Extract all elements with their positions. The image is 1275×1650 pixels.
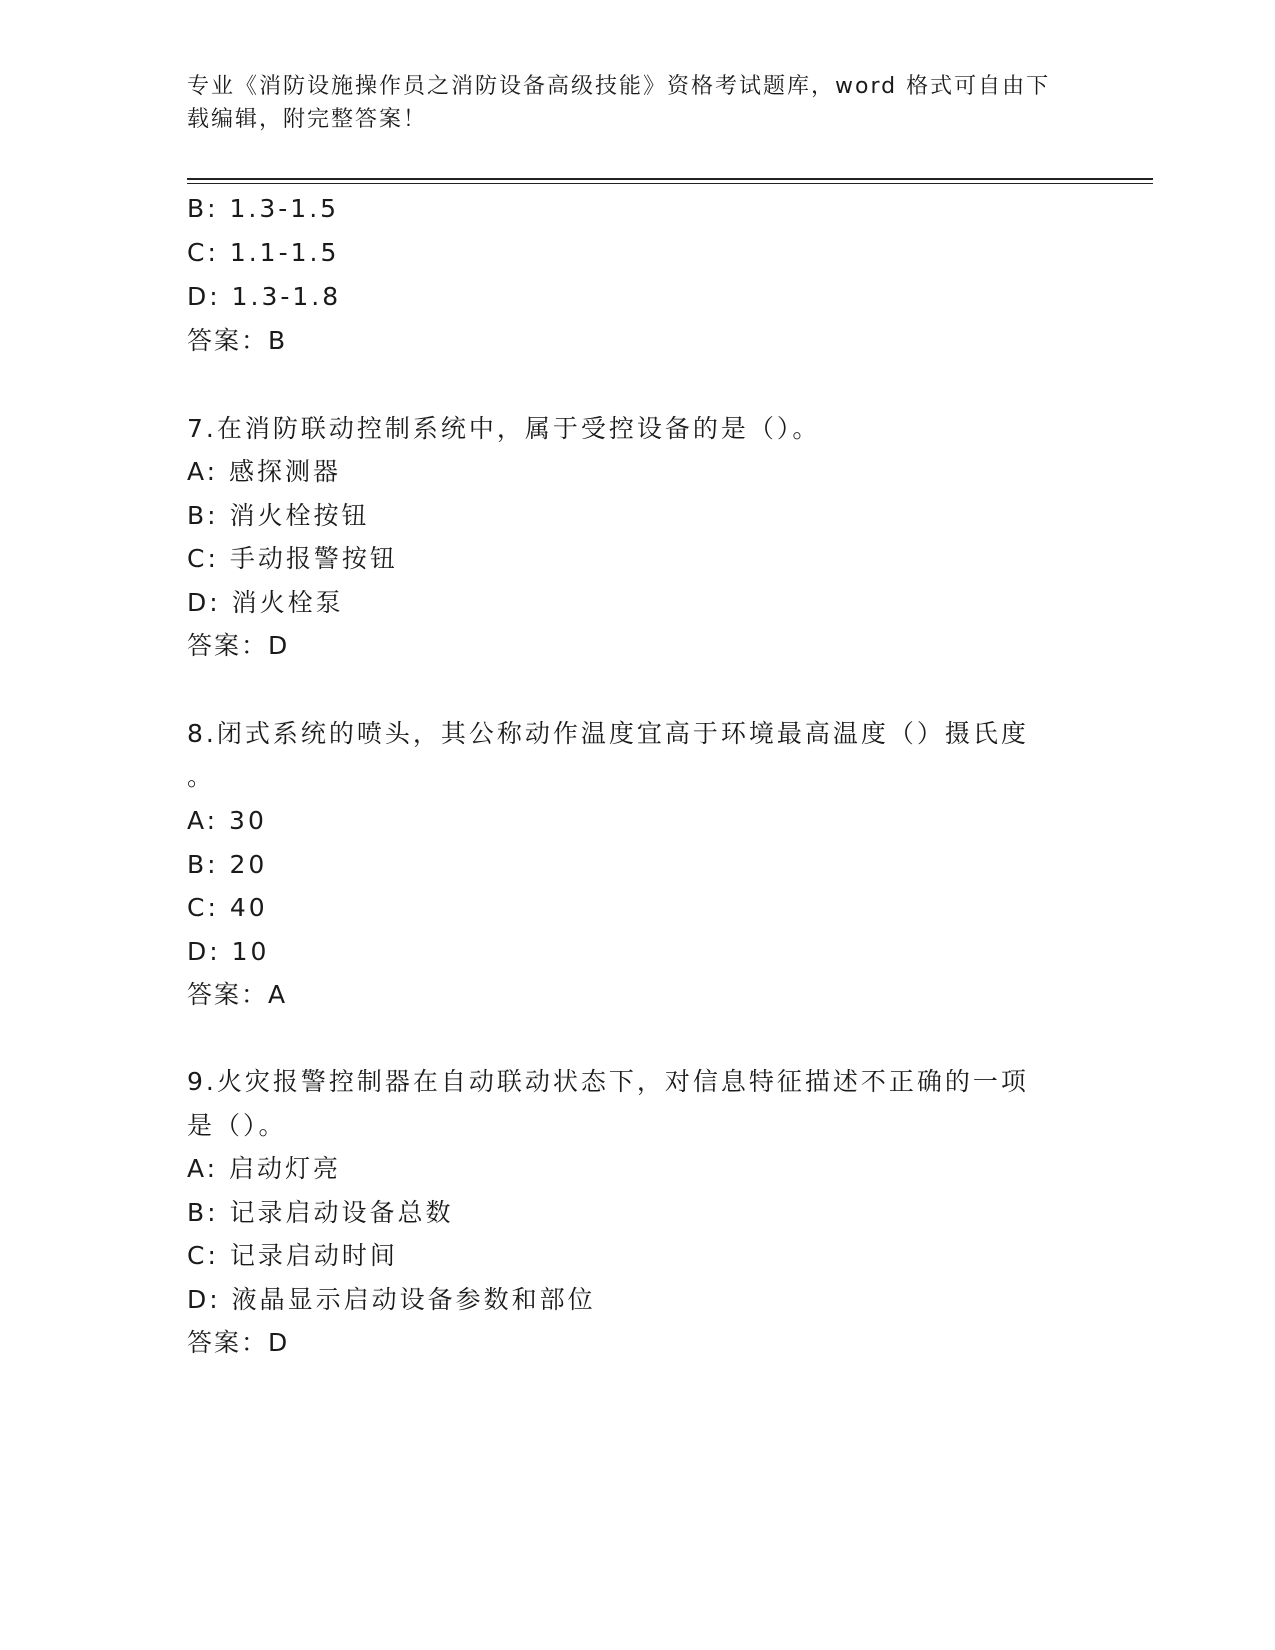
- q9-option-c: C: 记录启动时间: [187, 1241, 398, 1270]
- q9-question-line-2: 是（）。: [187, 1111, 287, 1140]
- document-header: [187, 70, 1067, 136]
- q6-option-d: D: 1.3-1.8: [187, 282, 342, 311]
- q6-answer: 答案：B: [187, 326, 288, 355]
- q8-option-a: A: 30: [187, 806, 267, 835]
- q7-question: 7.在消防联动控制系统中，属于受控设备的是（）。: [187, 414, 821, 443]
- header-line-1: 专业《消防设施操作员之消防设备高级技能》资格考试题库，word 格式可自由下: [187, 74, 1051, 99]
- q7-option-a: A: 感探测器: [187, 457, 342, 486]
- q7-option-b: B: 消火栓按钮: [187, 501, 370, 530]
- q9-option-a: A: 启动灯亮: [187, 1154, 342, 1183]
- header-divider-thin: [187, 183, 1153, 184]
- q6-option-b: B: 1.3-1.5: [187, 194, 340, 223]
- q8-answer: 答案：A: [187, 980, 288, 1009]
- q8-option-b: B: 20: [187, 850, 268, 879]
- q7-answer: 答案：D: [187, 631, 290, 660]
- q6-option-c: C: 1.1-1.5: [187, 238, 340, 267]
- q9-question-line-1: 9.火灾报警控制器在自动联动状态下，对信息特征描述不正确的一项: [187, 1067, 1029, 1096]
- header-divider-thick: [187, 178, 1153, 180]
- q7-option-c: C: 手动报警按钮: [187, 544, 398, 573]
- q9-answer: 答案：D: [187, 1328, 290, 1357]
- q8-question-line-1: 8.闭式系统的喷头，其公称动作温度宜高于环境最高温度（）摄氏度: [187, 719, 1029, 748]
- q7-option-d: D: 消火栓泵: [187, 588, 344, 617]
- q9-option-b: B: 记录启动设备总数: [187, 1198, 454, 1227]
- q8-option-d: D: 10: [187, 937, 270, 966]
- q9-option-d: D: 液晶显示启动设备参数和部位: [187, 1285, 596, 1314]
- header-line-2: 载编辑，附完整答案！: [187, 107, 428, 132]
- q8-question-line-2: 。: [187, 762, 216, 791]
- q8-option-c: C: 40: [187, 893, 268, 922]
